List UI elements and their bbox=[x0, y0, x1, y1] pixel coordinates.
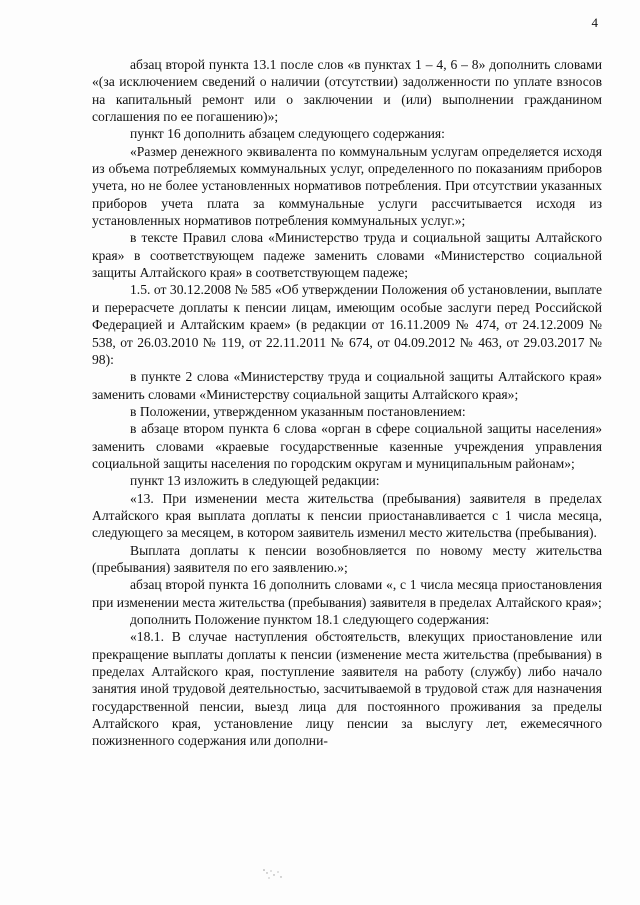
paragraph: пункт 13 изложить в следующей редакции: bbox=[130, 473, 380, 489]
paragraph: абзац второй пункта 16 дополнить словами «, с 1 числа месяца приостановления при изменении места жительства (пребывания) заявителя в пределах Алтайского края»; bbox=[92, 577, 602, 610]
paragraph: 1.5. от 30.12.2008 № 585 «Об утверждении Положения об установлении, выплате и перерасчете доплаты к пенсии лицам, имеющим особые заслуги перед Российской Федерацией и Алтайским краем» (в редакции от 16.11.2009 № 474, от 24.12.2009 № 538, от 26.03.2010 № 119, от 22.11.2011 № 674, от 04.09.2012 № 463, от 29.03.2017 № 98): bbox=[92, 282, 602, 367]
paragraph: в Положении, утвержденном указанным постановлением: bbox=[130, 403, 466, 419]
paragraph: пункт 16 дополнить абзацем следующего содержания: bbox=[130, 126, 445, 142]
paragraph: абзац второй пункта 13.1 после слов «в пунктах 1 – 4, 6 – 8» дополнить словами «(за исключением сведений о наличии (отсутствии) задолженности по уплате взносов на капитальный ремонт или о заключении и (или) выполнении гражданином соглашения по ее погашению)»; bbox=[92, 57, 602, 125]
scan-artifact-mark bbox=[258, 866, 288, 882]
paragraph: Выплата доплаты к пенсии возобновляется по новому месту жительства (пребывания) заявителя по его заявлению.»; bbox=[92, 542, 602, 575]
paragraph: в тексте Правил слова «Министерство труда и социальной защиты Алтайского края» в соответствующем падеже заменить словами «Министерство социальной защиты Алтайского края» в соответствующем падеже; bbox=[92, 230, 602, 281]
page-number: 4 bbox=[591, 15, 598, 30]
paragraph: в пункте 2 слова «Министерству труда и социальной защиты Алтайского края» заменить словами «Министерству социальной защиты Алтайского края»; bbox=[92, 369, 602, 402]
paragraph: «13. При изменении места жительства (пребывания) заявителя в пределах Алтайского края выплата доплаты к пенсии приостанавливается с 1 числа месяца, следующего за месяцем, в котором заявитель изменил место жительства (пребывания). bbox=[92, 490, 602, 541]
paragraph: «Размер денежного эквивалента по коммунальным услугам определяется исходя из объема потребляемых коммунальных услуг, определенного по показаниям приборов учета, но не более установленных нормативов потребления. При отсутствии указанных приборов учета плата за коммунальные услуги рассчитывается исходя из установленных нормативов потребления коммунальных услуг.»; bbox=[92, 143, 602, 229]
document-body bbox=[92, 56, 602, 750]
paragraph: «18.1. В случае наступления обстоятельств, влекущих приостановление или прекращение выплаты доплаты к пенсии (изменение места жительства (пребывания) в пределах Алтайского края, поступление заявителя на работу (службу) либо начало занятия иной трудовой деятельностью, засчитываемой в трудовой стаж для назначения государственной пенсии, выезд лица для постоянного проживания за пределы Алтайского края, установление лицу пенсии за выслугу лет, ежемесячного пожизненного содержания или дополни- bbox=[92, 629, 602, 749]
paragraph: в абзаце втором пункта 6 слова «орган в сфере социальной защиты населения» заменить словами «краевые государственные казенные учреждения управления социальной защиты населения по городским округам и муниципальным районам»; bbox=[92, 421, 602, 471]
paragraph: дополнить Положение пунктом 18.1 следующего содержания: bbox=[130, 612, 490, 627]
